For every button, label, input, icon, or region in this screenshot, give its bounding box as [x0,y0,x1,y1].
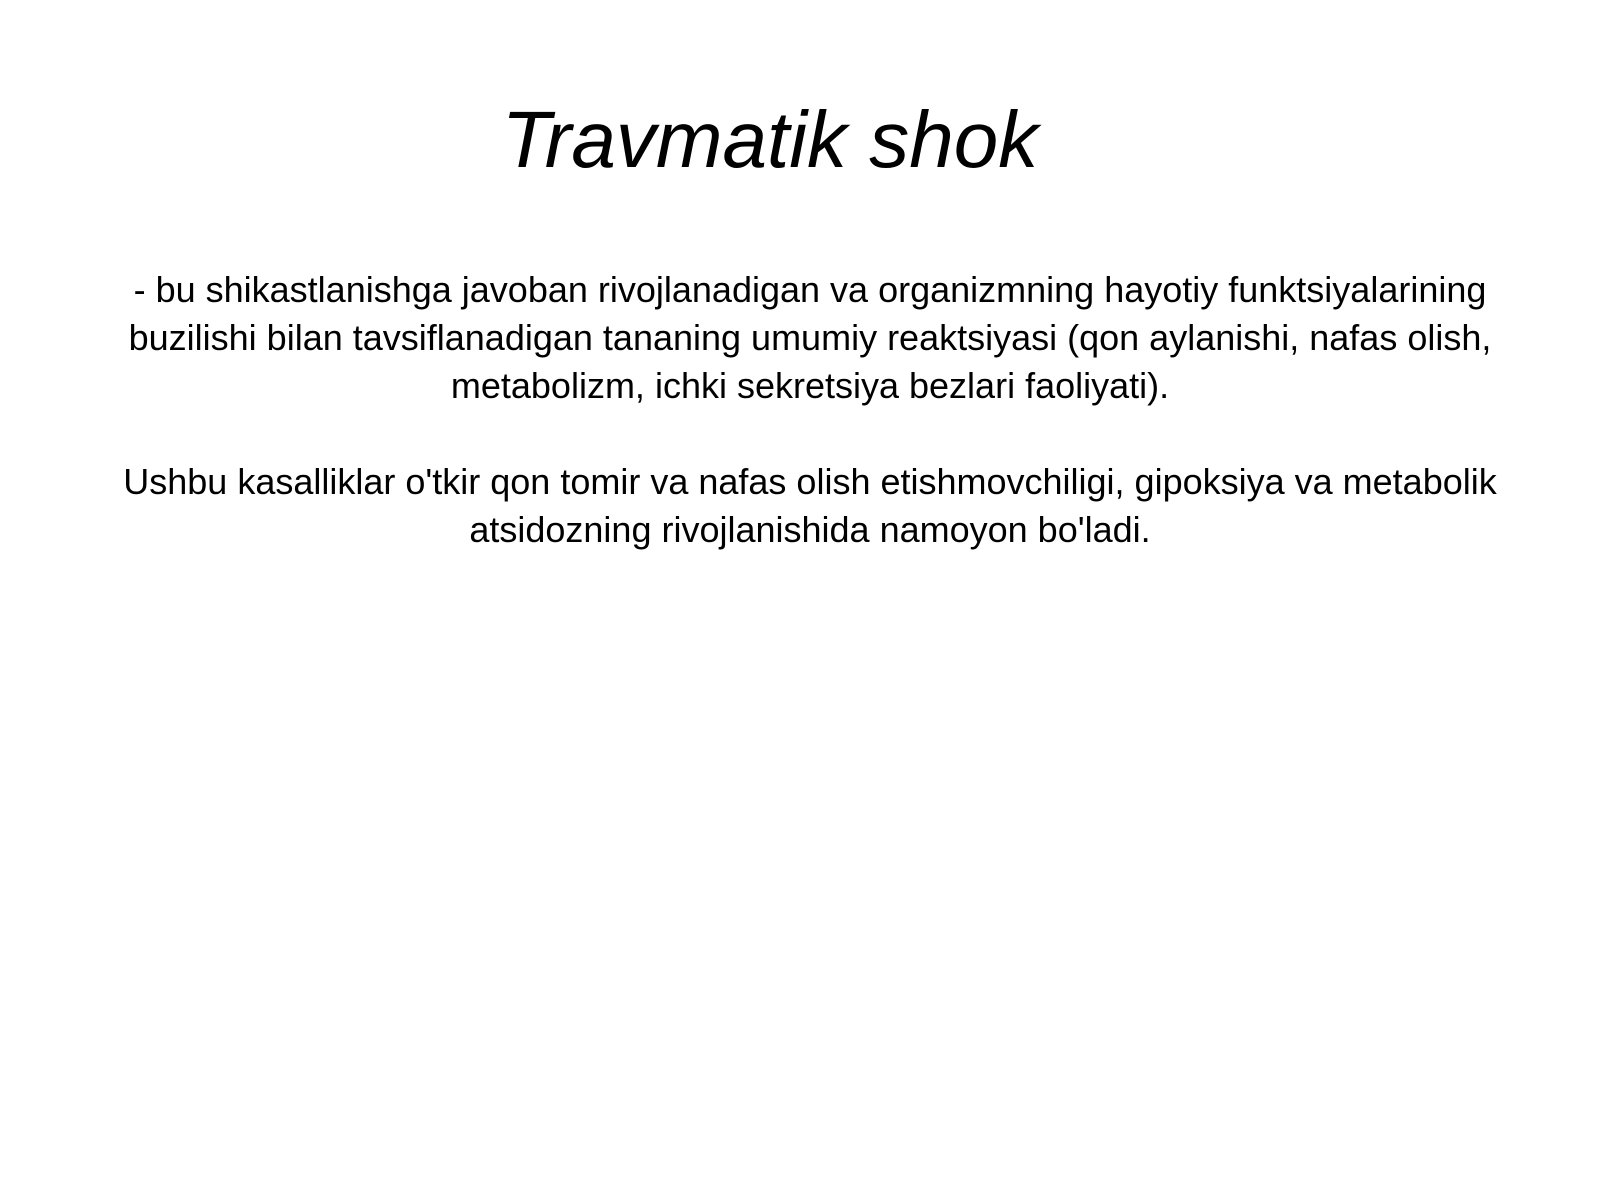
slide-body [80,266,1540,554]
slide-title: Travmatik shok [501,95,1039,184]
paragraph-spacer [80,410,1540,458]
manifestation-paragraph: Ushbu kasalliklar o'tkir qon tomir va nafas olish etishmovchiligi, gipoksiya va metabolik atsidozning rivojlanishida namoyon bo'ladi. [123,461,1497,550]
definition-paragraph: - bu shikastlanishga javoban rivojlanadigan va organizmning hayotiy funktsiyalarining buzilishi bilan tavsiflanadigan tananing umumiy reaktsiyasi (qon aylanishi, nafas olish, metabolizm, ichki sekretsiya bezlari faoliyati). [128,269,1492,406]
